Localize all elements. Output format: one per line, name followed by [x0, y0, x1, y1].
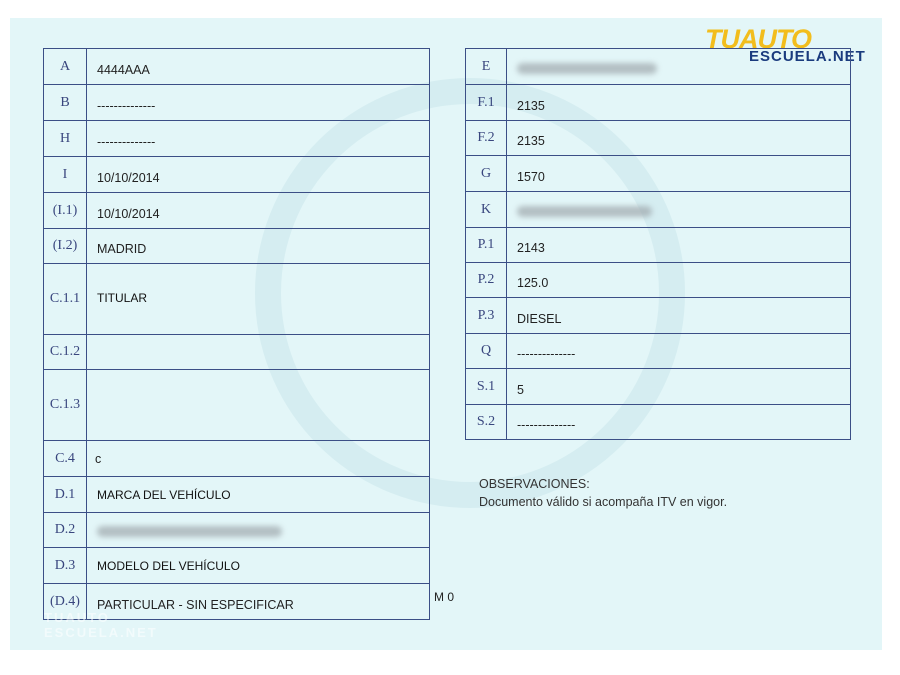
field-code: P.2 [466, 263, 507, 298]
field-value [87, 335, 430, 370]
logo-text-bottom: ESCUELA.NET [749, 48, 866, 65]
field-value: MARCA DEL VEHÍCULO [87, 477, 430, 513]
field-code: S.2 [466, 405, 507, 440]
redacted-value [517, 206, 652, 217]
field-value: -------------- [507, 405, 851, 440]
field-code: D.3 [44, 548, 87, 584]
field-code: (D.4) [44, 584, 87, 620]
field-row-h [44, 121, 430, 157]
redacted-value [517, 63, 657, 74]
field-code: (I.1) [44, 193, 87, 229]
field-row-i2 [44, 229, 430, 264]
field-row-i1 [44, 193, 430, 229]
field-code: G [466, 156, 507, 192]
field-row-d3 [44, 548, 430, 584]
field-code: P.1 [466, 228, 507, 263]
field-value: 1570 [507, 156, 851, 192]
field-code: C.1.2 [44, 335, 87, 370]
field-row-c4 [44, 441, 430, 477]
field-row-p3 [466, 298, 851, 334]
field-row-s2 [466, 405, 851, 440]
field-row-a [44, 49, 430, 85]
field-value: 10/10/2014 [87, 157, 430, 193]
field-code: E [466, 49, 507, 85]
field-value: MODELO DEL VEHÍCULO [87, 548, 430, 584]
field-row-g [466, 156, 851, 192]
field-row-c11 [44, 264, 430, 335]
field-value: 2135 [507, 121, 851, 156]
observations-title: OBSERVACIONES: [479, 477, 590, 491]
field-value: -------------- [87, 85, 430, 121]
redacted-value [97, 526, 282, 537]
field-code: B [44, 85, 87, 121]
left-fields-table [43, 48, 430, 620]
field-value: 4444AAA [87, 49, 430, 85]
field-row-p1 [466, 228, 851, 263]
field-code: C.1.1 [44, 264, 87, 335]
field-code: F.2 [466, 121, 507, 156]
field-value: TITULAR [87, 264, 430, 335]
field-code: A [44, 49, 87, 85]
field-value: -------------- [507, 334, 851, 369]
field-code: P.3 [466, 298, 507, 334]
field-code: C.4 [44, 441, 87, 477]
field-row-b [44, 85, 430, 121]
field-value [87, 370, 430, 441]
field-code: D.1 [44, 477, 87, 513]
field-row-p2 [466, 263, 851, 298]
field-row-d1 [44, 477, 430, 513]
field-row-q [466, 334, 851, 369]
field-value: PARTICULAR - SIN ESPECIFICAR [87, 584, 430, 620]
field-value: 2143 [507, 228, 851, 263]
field-row-k [466, 192, 851, 228]
field-row-f2 [466, 121, 851, 156]
field-row-c12 [44, 335, 430, 370]
field-value: 2135 [507, 85, 851, 121]
field-value [507, 192, 851, 228]
field-row-d2 [44, 513, 430, 548]
field-code: D.2 [44, 513, 87, 548]
field-row-c13 [44, 370, 430, 441]
field-code: C.1.3 [44, 370, 87, 441]
field-row-f1 [466, 85, 851, 121]
field-value: 10/10/2014 [87, 193, 430, 229]
field-code: H [44, 121, 87, 157]
field-value [87, 513, 430, 548]
field-value: DIESEL [507, 298, 851, 334]
field-row-i [44, 157, 430, 193]
field-code: Q [466, 334, 507, 369]
field-value: -------------- [87, 121, 430, 157]
logo-watermark: TUAUTO ESCUELA.NET [44, 610, 158, 640]
field-row-s1 [466, 369, 851, 405]
field-value: 5 [507, 369, 851, 405]
field-value: c [87, 441, 430, 477]
field-value [507, 49, 851, 85]
field-code: F.1 [466, 85, 507, 121]
field-code: (I.2) [44, 229, 87, 264]
field-code: K [466, 192, 507, 228]
field-code: S.1 [466, 369, 507, 405]
field-code: I [44, 157, 87, 193]
right-fields-table [465, 48, 851, 440]
field-row-e [466, 49, 851, 85]
field-value: MADRID [87, 229, 430, 264]
observations-text: Documento válido si acompaña ITV en vigor. [479, 495, 728, 509]
logo-text-top: TUAUTO [705, 24, 811, 54]
m0-mark: M 0 [434, 590, 455, 604]
field-value: 125.0 [507, 263, 851, 298]
